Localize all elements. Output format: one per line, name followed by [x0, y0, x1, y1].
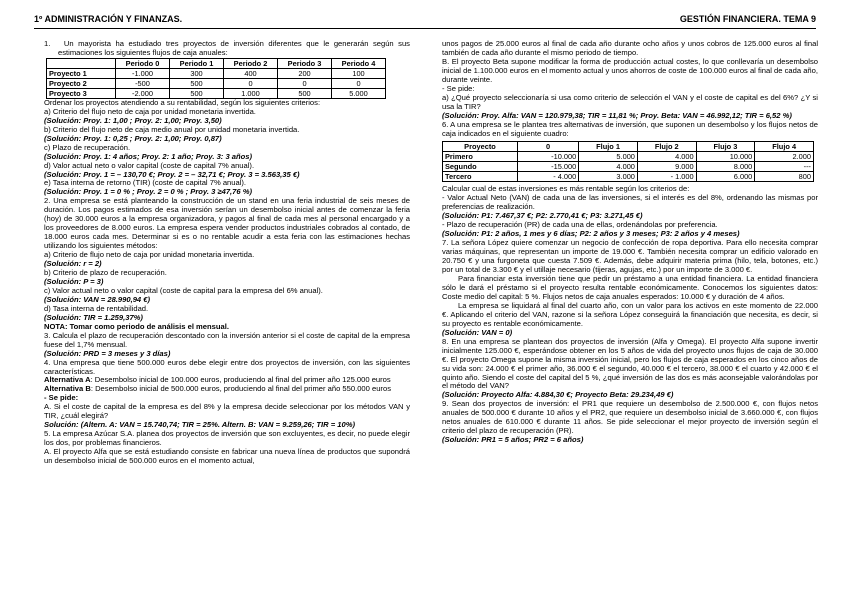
text-line: d) Valor actual neto o valor capital (coste de capital 7% anual). [44, 160, 255, 170]
table-cell: --- [755, 162, 814, 172]
column-header: Periodo 2 [224, 58, 278, 68]
exercise-text: Un mayorista ha estudiado tres proyectos de inversión diferentes que le generarán según sus estimaciones los siguientes flujos de caja anuales: [58, 39, 410, 57]
text-line: a) ¿Qué proyecto seleccionaría si usa como criterio de selección el VAN y el coste de capital es del 6%? ¿Y si usa la TIR? [442, 92, 818, 111]
column-header: 0 [518, 142, 579, 152]
text-line: e) Tasa interna de retorno (TIR) (coste de capital 7% anual). [44, 178, 247, 188]
table-cell: 500 [170, 88, 224, 98]
table-cell: 800 [755, 172, 814, 182]
text-line: - Valor Actual Neto (VAN) de cada una de las inversiones, si el interés es del 8%, ordenando las mismas por preferencias de realización. [442, 193, 818, 212]
solution-line: (Solución: Proyecto Alfa: 4.884,30 €; Proyecto Beta: 29.234,49 €) [442, 390, 674, 400]
table-row [47, 88, 386, 98]
table-cell: - 4.000 [518, 172, 579, 182]
column-header: Flujo 4 [755, 142, 814, 152]
solution-line: (Solución: Proy. 1 = 0 % ; Proy. 2 = 0 % ; Proy. 3 ≥47,76 %) [44, 187, 253, 197]
table-cell: 9.000 [637, 162, 696, 172]
text-line: - Se pide: [442, 83, 475, 93]
text-line: NOTA: Tomar como periodo de análisis el mensual. [44, 321, 229, 331]
row-label: Segundo [443, 162, 518, 172]
table-cell: 5.000 [332, 88, 386, 98]
text-line: a) Criterio del flujo neto de caja por unidad monetaria invertida. [44, 106, 256, 116]
solution-line: (Solución: r = 2) [44, 259, 102, 269]
text-line: 5. La empresa Azúcar S.A. planea dos proyectos de inversión que son excluyentes, es decir, no puede elegir los dos, por problemas financieros. [44, 429, 410, 448]
course-title: 1º ADMINISTRACIÓN Y FINANZAS. [34, 14, 183, 24]
text-line: b) Criterio de plazo de recuperación. [44, 268, 167, 278]
solution-line: (Solución: Proy. Alfa: VAN = 120.979,38; TIR = 11,81 %; Proy. Beta: VAN = 46.992,12; TIR = 6,52 %) [442, 110, 792, 120]
table-cell: -500 [116, 78, 170, 88]
solution-line: (Solución: PRD = 3 meses y 3 días) [44, 348, 171, 358]
left-text-block [44, 99, 410, 466]
table-cell: 3.000 [579, 172, 638, 182]
table-cell: 200 [278, 68, 332, 78]
left-column [44, 40, 410, 466]
text-line: A. Si el coste de capital de la empresa es del 8% y la empresa decide seleccionar por los métodos VAN y TIR, ¿cuál elegirá? [44, 402, 410, 421]
column-header: Flujo 2 [637, 142, 696, 152]
text-line: 8. En una empresa se plantean dos proyectos de inversión (Alfa y Omega). El proyecto Alfa supone invertir inicialmente 125.000 €, esperándose obtener en los 5 años de vida del proyecto unos flujos de caja de 30.000 €. El proyecto Omega supone la misma inversión inicial, pero los flujos de caja esperados en los cinco años de su vida son: 24.000 € el primer año, 36.000 € el segundo, 40.000 € el tercero, 38.000 € el cuarto y 42.000 € el quinto año. Siendo el coste del capital del 5 %, ¿qué inversión de las dos es más aconsejable valorándolas por el método del VAN? [442, 336, 818, 391]
text-line: c) Plazo de recuperación. [44, 142, 131, 152]
cash-flow-table-1 [46, 58, 386, 99]
column-header: Proyecto [443, 142, 518, 152]
solution-line: (Solución: P1: 7.467,37 €; P2: 2.770,41 €; P3: 3.271,45 €) [442, 211, 643, 221]
column-header: Periodo 1 [170, 58, 224, 68]
table-cell: 100 [332, 68, 386, 78]
solution-line: (Solución: Proy. 1: 1,00 ; Proy. 2: 1,00; Proy. 3,50) [44, 115, 222, 125]
solution-line: (Solución: Proy. 1: 4 años; Proy. 2: 1 año; Proy. 3: 3 años) [44, 151, 253, 161]
text-line: 9. Sean dos proyectos de inversión: el PR1 que requiere un desembolso de 2.500.000 €, con flujos netos anuales de 500.000 € durante 10 años y el PR2, que requiere un desembolso inicial de 3.660.000 €, con flujos netos anuales de 610.000 € durante 11 años. Se pide seleccionar el mejor proyecto de inversión según el criterio del plazo de recuperación (PR). [442, 399, 818, 436]
text-line: B. El proyecto Beta supone modificar la forma de producción actual costes, lo que conllevaría un desembolso inicial de 1.100.000 euros en el momento actual y unos ahorros de coste de 100.000 euros al final de cada año, durante veinte. [442, 56, 818, 84]
row-label: Proyecto 1 [47, 68, 116, 78]
solution-line: (Solución: Proy. 1 = – 130,70 €; Proy. 2 = – 32,71 €; Proy. 3 = 3.563,35 €) [44, 169, 300, 179]
solution-line: (Solución: TIR = 1.259,37%) [44, 312, 143, 322]
right-column [442, 40, 818, 445]
table-cell: 500 [278, 88, 332, 98]
text-line: - Plazo de recuperación (PR) de cada una de ellas, ordenándolas por preferencia. [442, 220, 718, 230]
table-cell: - 1.000 [637, 172, 696, 182]
solution-line: (Solución: Proy. 1: 0,25 ; Proy. 2: 1,00; Proy. 0,87) [44, 133, 222, 143]
table-cell: 0 [278, 78, 332, 88]
alternative-text: : Desembolso inicial de 100.000 euros, produciendo al final del primer año 125.000 euros [90, 375, 391, 385]
table-cell: 300 [170, 68, 224, 78]
table-cell: 400 [224, 68, 278, 78]
solution-line: (Solución: VAN = 0) [442, 327, 513, 337]
table-cell: -1.000 [116, 68, 170, 78]
alternative-label: Alternativa B [44, 384, 91, 394]
table-cell: 0 [332, 78, 386, 88]
column-header [47, 58, 116, 68]
solution-line: Solución: (Altern. A: VAN = 15.740,74; TIR = 25%. Altern. B: VAN = 9.259,26; TIR = 10%) [44, 420, 356, 430]
table-cell: -2.000 [116, 88, 170, 98]
text-line: b) Criterio del flujo neto de caja medio anual por unidad monetaria invertida. [44, 124, 300, 134]
page-header [34, 12, 816, 26]
text-line: a) Criterio de flujo neto de caja por unidad monetaria invertida. [44, 250, 255, 260]
exercise-number: 1. [44, 39, 51, 48]
solution-line: (Solución: PR1 = 5 años; PR2 = 6 años) [442, 435, 584, 445]
text-line: Ordenar los proyectos atendiendo a su rentabilidad, según los siguientes criterios: [44, 97, 321, 107]
row-label: Primero [443, 152, 518, 162]
text-line: Para financiar esta inversión tiene que pedir un préstamo a una entidad financiera. La entidad financiera sólo le dará el préstamo si el proyecto resulta rentable económicamente. Conocemos los siguientes datos: Coste medio del capital: 5 %. Flujos netos de caja anuales esperados: 10.000 € y duración de 4 años. [442, 274, 818, 301]
table-cell: -15.000 [518, 162, 579, 172]
text-line: A. El proyecto Alfa que se está estudiando consiste en fabricar una nueva línea de productos que supondrá un desembolso inicial de 500.000 euros en el momento actual, [44, 447, 410, 466]
text-line: 6. A una empresa se le plantea tres alternativas de inversión, que suponen un desembolso y los flujos netos de caja indicados en el siguiente cuadro: [442, 119, 818, 138]
text-line: - Se pide: [44, 393, 79, 403]
alternative-label: Alternativa A [44, 375, 91, 385]
text-line: La empresa se liquidará al final del cuarto año, con un valor para los activos en este momento de 22.000 €. Aplicando el criterio del VAN, razone si la señora López conseguirá la financiación que necesita, es decir, si su proyecto es rentable económicamente. [442, 300, 818, 328]
text-line: 3. Calcula el plazo de recuperación descontado con la inversión anterior si el coste de capital de la empresa fuese del 1,7% mensual. [44, 330, 410, 349]
solution-line: (Solución: VAN = 28.990,94 €) [44, 294, 150, 304]
text-line: Calcular cual de estas inversiones es más rentable según los criterios de: [442, 184, 690, 194]
table-cell: -10.000 [518, 152, 579, 162]
table-cell: 5.000 [579, 152, 638, 162]
solution-line: (Solución: P1: 2 años, 1 mes y 6 días; P2: 2 años y 3 meses; P3: 2 años y 4 meses) [442, 229, 740, 239]
table-cell: 0 [224, 78, 278, 88]
table-cell: 500 [170, 78, 224, 88]
table-cell: 2.000 [755, 152, 814, 162]
table-cell: 4.000 [637, 152, 696, 162]
table-row [47, 78, 386, 88]
alternative-line [44, 385, 410, 394]
table-cell: 1.000 [224, 88, 278, 98]
alternative-text: : Desembolso inicial de 500.000 euros, produciendo al final del primer año 550.000 euros [90, 384, 391, 394]
column-header: Periodo 0 [116, 58, 170, 68]
row-label: Proyecto 2 [47, 78, 116, 88]
text-line: d) Tasa interna de rentabilidad. [44, 303, 149, 313]
right-text-block-b [442, 185, 818, 445]
row-label: Tercero [443, 172, 518, 182]
row-label: Proyecto 3 [47, 88, 116, 98]
table-cell: 10.000 [696, 152, 755, 162]
text-line: 4. Una empresa que tiene 500.000 euros debe elegir entre dos proyectos de inversión, con las siguientes características. [44, 357, 410, 376]
table-cell: 4.000 [579, 162, 638, 172]
table-row [443, 172, 814, 182]
table-row [443, 152, 814, 162]
column-header: Flujo 3 [696, 142, 755, 152]
table-cell: 8.000 [696, 162, 755, 172]
right-text-block-a [442, 40, 818, 138]
table-row [47, 68, 386, 78]
table-cell: 6.000 [696, 172, 755, 182]
table-row [443, 162, 814, 172]
column-header: Periodo 4 [332, 58, 386, 68]
text-line: 2. Una empresa se está planteando la construcción de un stand en una feria industrial de seis meses de duración. Los pagos estimados de esa inversión serían un desembolso inicial antes de comenzar la feria (hoy) de 30.000 euros a la empresa organizadora, y pagos al final de cada mes al personal encargado y a los proveedores de 8.000 euros. La empresa espera vender productos industriales cobrados al contado, de 18.000 euros cada mes. Determinar si es o no rentable acudir a esta feria con las estimaciones hechas utilizando los siguientes métodos: [44, 196, 410, 251]
text-line: 7. La señora López quiere comenzar un negocio de confección de ropa deportiva. Para ello necesita comprar varias máquinas, que representan un importe de 19.000 €. También necesita comprar un edificio valorado en 20.750 € y una furgoneta que cuesta 7.509 €. Además, debe adquirir materia prima (hilo, tela, botones, etc.) por un total de 3.300 € y el utillaje necesario (tijeras, agujas, etc.) por un importe de 3.000 €. [442, 238, 818, 275]
column-header: Periodo 3 [278, 58, 332, 68]
text-line: c) Valor actual neto o valor capital (coste de capital para la empresa del 6% anual). [44, 285, 323, 295]
solution-line: (Solución: P = 3) [44, 276, 104, 286]
header-rule [34, 28, 816, 29]
cash-flow-table-2 [442, 141, 814, 182]
text-line: unos pagos de 25.000 euros al final de cada año durante ocho años y unos cobros de 125.000 euros al final también de cada año durante el mismo periodo de tiempo. [442, 39, 818, 57]
subject-title: GESTIÓN FINANCIERA. TEMA 9 [679, 14, 816, 24]
exercise-1-statement [44, 40, 410, 58]
column-header: Flujo 1 [579, 142, 638, 152]
